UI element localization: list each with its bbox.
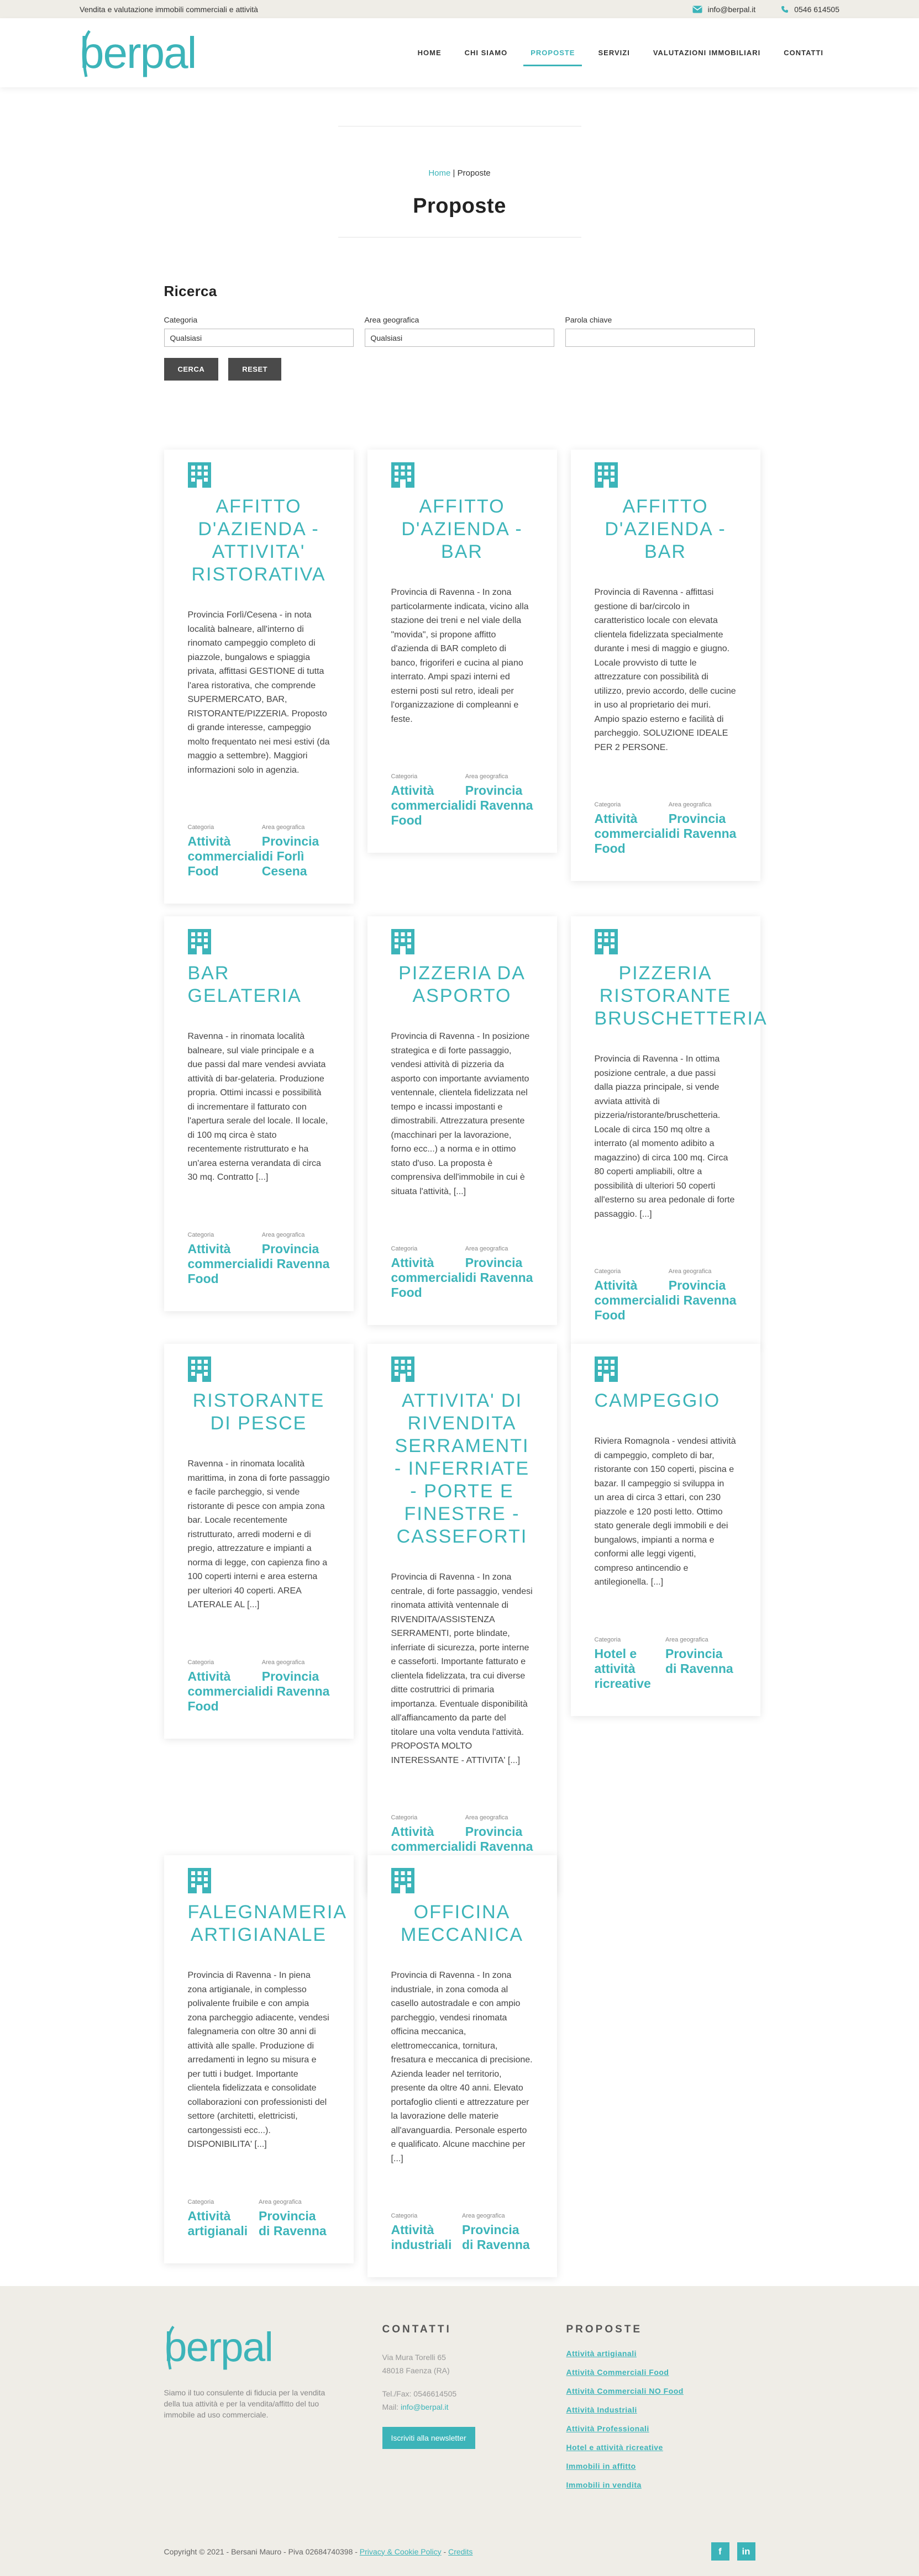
footer-mail-link[interactable]: info@berpal.it <box>400 2403 449 2411</box>
footer-logo[interactable] <box>164 2324 286 2373</box>
card-description: Ravenna - in rinomata località marittima, in zona di forte passaggio e facile parcheggio, si vende ristorante di pesce con ampia zona bar. Locale recentemente ristrutturato, arredi moderni e di pregio, attrezzature e impianti a norma di legge, con capienza fino a 100 coperti interni e area esterna per ulteriori 40 coperti. AREA LATERALE AL [...] <box>187 1459 330 1609</box>
breadcrumb-home[interactable]: Home <box>428 168 451 178</box>
card-description: Provincia di Ravenna - affittasi gestione di bar/circolo in caratteristico locale con elevata clientela fidelizzata specialmente durante i mesi di maggio e giugno. Locale provvisto di tutte le attrezzature con possibilità di utilizzo, previo accordo, delle cucine in uso al proprietario dei muri. Ampio spazio esterno e facilità di parcheggio. SOLUZIONE IDEALE PER 2 PERSONE. <box>594 588 736 752</box>
card-description: Provincia di Ravenna - In piena zona artigianale, in complesso polivalente fruibile e con ampia zona parcheggio adiacente, vendesi falegnameria con oltre 30 anni di attività alle spalle. Produzione di arredamenti in legno su misura e per tutti i budget. Importante clientela fidelizzata e consolidate collaborazioni con professionisti del settore (architetti, elettricisti, cartongessisti ecc...). DISPONIBILITA' [...] <box>187 1971 329 2149</box>
building-icon <box>391 462 414 488</box>
card-categoria-label: Categoria <box>391 1814 418 1821</box>
newsletter-button[interactable]: Iscriviti alla newsletter <box>382 2427 475 2449</box>
card-title[interactable]: RISTORANTE DI PESCE <box>192 1390 325 1434</box>
footer-link[interactable]: Attività Commerciali Food <box>566 2368 669 2377</box>
building-icon <box>188 929 211 954</box>
card-title[interactable]: ATTIVITA' DI RIVENDITA SERRAMENTI - INFERRIATE - PORTE E FINESTRE - CASSEFORTI <box>394 1390 530 1547</box>
card-categoria-label: Categoria <box>187 2198 214 2205</box>
building-icon <box>188 462 211 488</box>
phone-link[interactable] <box>781 5 839 14</box>
nav-contatti[interactable]: CONTATTI <box>784 49 823 57</box>
card-categoria-label: Categoria <box>391 2213 418 2219</box>
card-title[interactable]: AFFITTO D'AZIENDA - ATTIVITA' RISTORATIVA <box>191 496 326 585</box>
search-title: Ricerca <box>164 283 217 299</box>
area-label: Area geografica <box>364 315 419 324</box>
card-area-label: Area geografica <box>665 1636 708 1643</box>
card-description: Ravenna - in rinomata località balneare, sul viale principale e a due passi dal mare vendesi avviata attività di bar-gelateria. Produzione propria. Ottimi incassi e possibilità di incrementare il fatturato con l'apertura serale del locale. Il locale, di 100 mq circa è stato recentemente ristrutturato e ha un'area esterna verandata di circa 30 mq. Contratto [...] <box>187 1032 328 1182</box>
card-area[interactable]: Provincia di Forlì Cesena <box>261 834 319 878</box>
footer-link[interactable]: Immobili in affitto <box>566 2462 636 2471</box>
card-title[interactable]: OFFICINA MECCANICA <box>400 1902 524 1945</box>
proposta-card[interactable] <box>571 916 768 1348</box>
categoria-select[interactable]: Qualsiasi <box>164 329 354 347</box>
card-categoria[interactable]: Attività commerciali <box>391 1824 465 1854</box>
card-categoria-label: Categoria <box>594 801 621 808</box>
card-area[interactable]: Provincia di Ravenna <box>465 1255 533 1285</box>
page-title: Proposte <box>413 194 506 218</box>
card-categoria[interactable]: Attività commerciali Food <box>187 1669 262 1713</box>
categoria-label: Categoria <box>164 315 198 324</box>
card-description: Provincia di Ravenna - In zona centrale, di forte passaggio, vendesi rinomata attività ventennale di RIVENDITA/ASSISTENZA SERRAMENTI, porte blindate, inferriate di sicurezza, porte interne e casseforti. Importante fatturato e clientela fidelizzata, tra cui diverse ditte costruttrici di primaria importanza. Eventuale disponibilità all'affiancamento da parte del titolare una volta venduta l'attività. PROPOSTA MOLTO INTERESSANTE - ATTIVITA' [...] <box>391 1572 533 1765</box>
proposta-card[interactable] <box>367 916 557 1325</box>
card-title[interactable]: CAMPEGGIO <box>594 1390 721 1411</box>
card-description: Riviera Romagnola - vendesi attività di campeggio, completo di bar, ristorante con 150 coperti, piscina e bazar. Il campeggio si sviluppa in un area di circa 3 ettari, con 230 piazzole e 120 posti letto. Ottimo stato generale degli immobili e dei bungalows, impianti a norma e conformi alle leggi vigenti, compreso antincendio e antilegionella. [...] <box>594 1437 736 1587</box>
card-title[interactable]: PIZZERIA DA ASPORTO <box>398 963 526 1006</box>
proposta-card[interactable] <box>164 1344 354 1739</box>
card-categoria[interactable]: Attività commerciali Food <box>594 1278 669 1322</box>
card-area[interactable]: Provincia di Ravenna <box>668 811 737 841</box>
berpal-logo <box>80 28 210 81</box>
reset-button[interactable]: RESET <box>228 358 281 381</box>
card-area[interactable]: Provincia di Ravenna <box>668 1278 737 1307</box>
site-header <box>0 18 919 87</box>
card-categoria-label: Categoria <box>594 1636 621 1643</box>
card-area-label: Area geografica <box>261 824 305 831</box>
card-area-label: Area geografica <box>259 2198 302 2205</box>
building-icon <box>595 929 618 954</box>
nav-home[interactable]: HOME <box>417 49 442 57</box>
card-title[interactable]: AFFITTO D'AZIENDA - BAR <box>605 496 726 562</box>
copyright-text: Copyright © 2021 - Bersani Mauro - Piva 02684740398 - <box>164 2547 358 2556</box>
card-description: Provincia Forlì/Cesena - in nota località balneare, all'interno di rinomato campeggio completo di piazzole, bungalows e spiaggia privata, affittasi GESTIONE di tutta l'area ristorativa, che comprende SUPERMERCATO, BAR, RISTORANTE/PIZZERIA. Proposto di grande interesse, campeggio molto frequentato nei mesi estivi (da maggio a settembre). Maggiori informazioni solo in agenzia. <box>187 610 330 775</box>
nav-servizi[interactable]: SERVIZI <box>598 49 630 57</box>
svg-text:berpal: berpal <box>80 28 196 77</box>
keyword-input[interactable] <box>565 329 755 347</box>
facebook-icon[interactable]: f <box>711 2542 729 2561</box>
card-area-label: Area geografica <box>462 2213 505 2219</box>
svg-text:berpal: berpal <box>164 2324 272 2370</box>
card-area[interactable]: Provincia di Ravenna <box>261 1669 330 1698</box>
site-footer <box>0 2286 919 2576</box>
breadcrumb <box>0 168 919 178</box>
building-icon <box>188 1356 211 1382</box>
area-select[interactable]: Qualsiasi <box>365 329 554 347</box>
card-area[interactable]: Provincia di Ravenna <box>261 1241 330 1271</box>
building-icon <box>595 462 618 488</box>
building-icon <box>391 1868 414 1893</box>
card-area[interactable]: Provincia di Ravenna <box>462 2223 530 2252</box>
footer-link[interactable]: Attività Professionali <box>566 2424 649 2433</box>
card-area-label: Area geografica <box>668 1268 712 1275</box>
card-area-label: Area geografica <box>465 1245 508 1252</box>
building-icon <box>188 1868 211 1893</box>
card-categoria-label: Categoria <box>187 1659 214 1666</box>
building-icon <box>595 1356 618 1382</box>
card-categoria[interactable]: Attività commerciali Food <box>391 1255 465 1300</box>
card-area[interactable]: Provincia di Ravenna <box>465 783 533 812</box>
card-area-label: Area geografica <box>668 801 712 808</box>
card-description: Provincia di Ravenna - In ottima posizione centrale, a due passi dalla piazza principale, si vende avviata attività di pizzeria/ristorante/bruschetteria. Locale di circa 150 mq oltre a interrato (al momento adibito a magazzino) di circa 100 mq. Circa 80 coperti ampliabili, oltre a possibilità di ulteriori 50 coperti all'esterno su area pedonale di forte passaggio. [...] <box>594 1054 735 1219</box>
email-text: info@berpal.it <box>707 4 756 14</box>
proposte-grid <box>164 450 768 2286</box>
tagline: Vendita e valutazione immobili commerciali e attività <box>80 4 258 14</box>
footer-proposte-title: PROPOSTE <box>566 2324 643 2335</box>
footer-mail-label: Mail: <box>382 2403 399 2411</box>
nav-chi-siamo[interactable]: CHI SIAMO <box>464 49 508 57</box>
credits-link[interactable]: Credits <box>448 2547 473 2556</box>
card-area-label: Area geografica <box>261 1659 305 1666</box>
nav-valutazioni[interactable]: VALUTAZIONI IMMOBILIARI <box>653 49 761 57</box>
card-title[interactable]: AFFITTO D'AZIENDA - BAR <box>401 496 523 562</box>
card-categoria[interactable]: Attività commerciali Food <box>594 811 669 856</box>
card-area-label: Area geografica <box>465 1814 508 1821</box>
title-band <box>0 87 919 237</box>
footer-link[interactable]: Immobili in vendita <box>566 2480 642 2489</box>
linkedin-icon[interactable]: in <box>737 2542 755 2561</box>
footer-address-line2: 48018 Faenza (RA) <box>382 2366 450 2375</box>
card-area-label: Area geografica <box>261 1231 305 1238</box>
building-icon <box>391 1356 414 1382</box>
card-area[interactable]: Provincia di Ravenna <box>665 1646 733 1676</box>
footer-address-line1: Via Mura Torelli 65 <box>382 2353 446 2362</box>
copyright-bar <box>0 2542 919 2561</box>
footer-link[interactable]: Hotel e attività ricreative <box>566 2443 663 2452</box>
footer-link[interactable]: Attività Industriali <box>566 2405 637 2414</box>
privacy-link[interactable]: Privacy & Cookie Policy <box>359 2547 442 2556</box>
card-categoria-label: Categoria <box>594 1268 621 1275</box>
footer-link[interactable]: Attività artigianali <box>566 2349 637 2358</box>
card-categoria[interactable]: Hotel e attività ricreative <box>594 1646 651 1691</box>
card-description: Provincia di Ravenna - In posizione strategica e di forte passaggio, vendesi attività di pizzeria da asporto con importante avviamento ventennale, clientela fidelizzata nel tempo e incassi impostanti e dimostrabili. Attrezzatura presente (macchinari per la lavorazione, forno ecc...) a norma e in ottimo stato d'uso. La proposta è comprensiva dell'immobile in cui è situata l'attività, [...] <box>391 1032 530 1196</box>
card-title[interactable]: FALEGNAMERIA ARTIGIANALE <box>187 1902 348 1945</box>
building-icon <box>391 929 414 954</box>
card-categoria[interactable]: Attività industriali <box>391 2223 452 2252</box>
card-description: Provincia di Ravenna - In zona industriale, in zona comoda al casello autostradale e con ampio parcheggio, vendesi rinomata officina meccanica, elettromeccanica, tornitura, fresatura e meccanica di precisione. Azienda leader nel territorio, presente da oltre 40 anni. Elevato portafoglio clienti e attrezzature per la lavorazione delle materie all'avanguardia. Personale esperto e qualificato. Alcune macchine per [...] <box>391 1971 533 2163</box>
footer-contatti-title: CONTATTI <box>382 2324 451 2335</box>
card-categoria-label: Categoria <box>391 1245 418 1252</box>
proposta-card[interactable] <box>164 916 354 1311</box>
proposta-card[interactable] <box>164 450 354 904</box>
main-nav <box>406 18 835 87</box>
breadcrumb-current: Proposte <box>457 168 491 178</box>
footer-phone: Tel./Fax: 0546614505 <box>382 2389 457 2398</box>
footer-links <box>566 2349 749 2489</box>
proposta-card[interactable] <box>571 1344 760 1716</box>
card-categoria[interactable]: Attività commerciali Food <box>187 1241 262 1286</box>
proposta-card[interactable] <box>571 450 760 881</box>
copyright-separator: - <box>443 2547 447 2556</box>
footer-link[interactable]: Attività Commerciali NO Food <box>566 2387 684 2395</box>
keyword-label: Parola chiave <box>565 315 612 324</box>
card-title[interactable]: BAR GELATERIA <box>187 963 302 1006</box>
card-title[interactable]: PIZZERIA RISTORANTE BRUSCHETTERIA <box>594 963 768 1029</box>
card-categoria-label: Categoria <box>187 1231 214 1238</box>
phone-text: 0546 614505 <box>794 4 839 14</box>
card-area[interactable]: Provincia di Ravenna <box>259 2208 327 2238</box>
card-categoria[interactable]: Attività commerciali Food <box>187 834 262 878</box>
card-categoria-label: Categoria <box>391 773 418 780</box>
email-link[interactable] <box>692 5 756 14</box>
card-description: Provincia di Ravenna - In zona particolarmente indicata, vicino alla stazione dei treni e nel viale della "movida", si propone affitto d'azienda di BAR completo di banco, frigoriferi e cucina al piano interrato. Ampi spazi interni ed esterni posti sul retro, ideali per l'organizzazione di compleanni e feste. <box>391 588 529 724</box>
card-categoria-label: Categoria <box>187 824 214 831</box>
card-area[interactable]: Provincia di Ravenna <box>465 1824 533 1854</box>
card-categoria[interactable]: Attività artigianali <box>187 2208 248 2238</box>
nav-proposte[interactable]: PROPOSTE <box>519 18 586 87</box>
phone-icon <box>781 6 789 13</box>
footer-about: Siamo il tuo consulente di fiducia per la vendita della tua attività e per la vendita/affitto del tuo immobile ad uso commerciale. <box>164 2388 325 2419</box>
breadcrumb-separator: | <box>453 168 455 178</box>
top-bar <box>0 0 919 18</box>
card-categoria[interactable]: Attività commerciali Food <box>391 783 465 827</box>
proposta-card[interactable] <box>367 1344 557 1894</box>
site-logo[interactable] <box>80 25 210 81</box>
proposta-card[interactable] <box>367 1855 557 2277</box>
mail-icon <box>692 6 702 13</box>
proposta-card[interactable] <box>164 1855 354 2263</box>
proposta-card[interactable] <box>367 450 557 853</box>
cerca-button[interactable]: CERCA <box>164 358 219 381</box>
card-area-label: Area geografica <box>465 773 508 780</box>
search-section <box>164 283 755 381</box>
